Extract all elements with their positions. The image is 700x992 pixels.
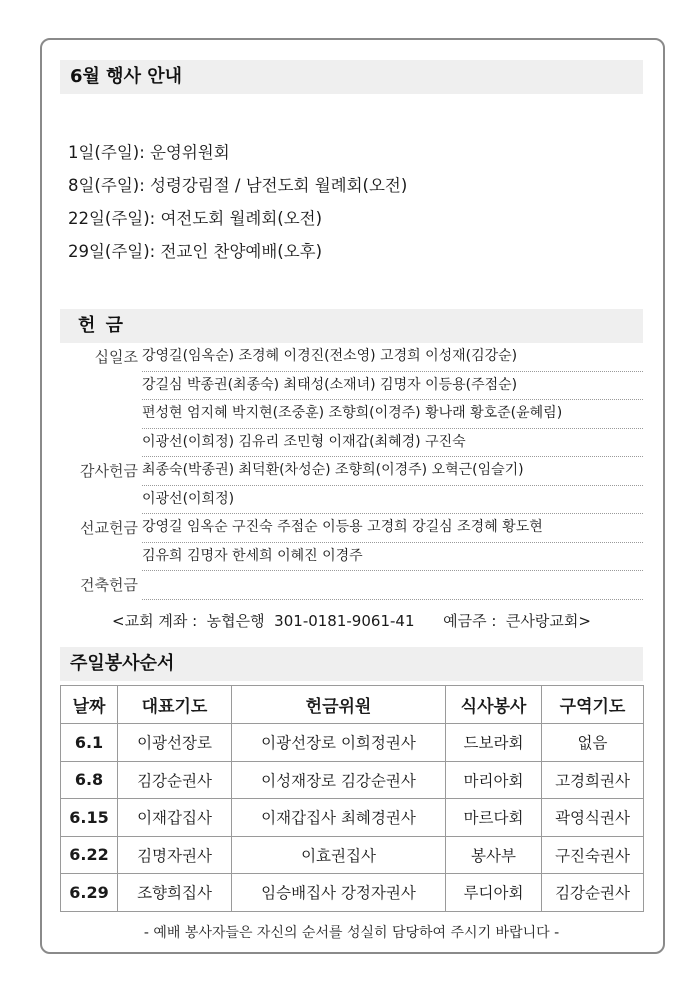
table-row xyxy=(61,799,644,837)
district-prayer-cell: 고경희권사 xyxy=(542,761,644,799)
lead-prayer-cell: 이재갑집사 xyxy=(118,799,232,837)
table-row xyxy=(61,836,644,874)
offering-list xyxy=(60,343,643,600)
church-account-info: <교회 계좌 : 농협은행 301-0181-9061-41 예금주 : 큰사랑교회> xyxy=(112,612,591,630)
offering-row xyxy=(60,400,643,429)
date-cell: 6.15 xyxy=(61,799,118,837)
offering-row xyxy=(60,457,643,486)
district-prayer-cell: 없음 xyxy=(542,724,644,762)
date-cell: 6.22 xyxy=(61,836,118,874)
offering-row xyxy=(60,429,643,458)
header-offering-committee: 헌금위원 xyxy=(232,686,446,724)
offering-committee-cell: 이성재장로 김강순권사 xyxy=(232,761,446,799)
events-list xyxy=(68,140,628,272)
offering-names: 강영길(임옥순) 조경혜 이경진(전소영) 고경희 이성재(김강순) xyxy=(142,343,643,372)
lead-prayer-cell: 이광선장로 xyxy=(118,724,232,762)
offering-row xyxy=(60,514,643,543)
meal-service-cell: 봉사부 xyxy=(446,836,542,874)
table-row xyxy=(61,761,644,799)
lead-prayer-cell: 김명자권사 xyxy=(118,836,232,874)
service-reminder-note: - 예배 봉사자들은 자신의 순서를 성실히 담당하여 주시기 바랍니다 - xyxy=(143,925,560,941)
event-item: 8일(주일): 성령강림절 / 남전도회 월례회(오전) xyxy=(68,176,408,195)
date-cell: 6.8 xyxy=(61,761,118,799)
offering-names: 이광선(이희정) xyxy=(142,486,643,515)
offering-names: 김유희 김명자 한세희 이혜진 이경주 xyxy=(142,543,643,572)
offering-committee-cell: 이재갑집사 최혜경권사 xyxy=(232,799,446,837)
offering-names: 강영길 임옥순 구진숙 주점순 이등용 고경희 강길심 조경혜 황도현 xyxy=(142,514,643,543)
service-schedule-table xyxy=(60,685,644,912)
table-header-row xyxy=(61,686,644,724)
district-prayer-cell: 구진숙권사 xyxy=(542,836,644,874)
schedule-section-title: 주일봉사순서 xyxy=(60,647,643,681)
event-item: 29일(주일): 전교인 찬양예배(오후) xyxy=(68,242,323,261)
date-cell: 6.29 xyxy=(61,874,118,912)
offering-row xyxy=(60,571,643,600)
header-meal-service: 식사봉사 xyxy=(446,686,542,724)
district-prayer-cell: 곽영식권사 xyxy=(542,799,644,837)
offering-names: 편성현 엄지혜 박지현(조중훈) 조향희(이경주) 황나래 황호준(윤혜림) xyxy=(142,400,643,429)
offering-names: 최종숙(박종권) 최덕환(차성순) 조향희(이경주) 오혁근(임슬기) xyxy=(142,457,643,486)
offering-row xyxy=(60,543,643,572)
lead-prayer-cell: 김강순권사 xyxy=(118,761,232,799)
offering-committee-cell: 이효권집사 xyxy=(232,836,446,874)
meal-service-cell: 마르다회 xyxy=(446,799,542,837)
lead-prayer-cell: 조향희집사 xyxy=(118,874,232,912)
meal-service-cell: 드보라회 xyxy=(446,724,542,762)
date-cell: 6.1 xyxy=(61,724,118,762)
event-item: 1일(주일): 운영위원회 xyxy=(68,143,230,162)
offering-category: 감사헌금 xyxy=(80,462,138,480)
offering-committee-cell: 이광선장로 이희정권사 xyxy=(232,724,446,762)
offering-names: 강길심 박종권(최종숙) 최태성(소재녀) 김명자 이등용(주점순) xyxy=(142,372,643,401)
header-district-prayer: 구역기도 xyxy=(542,686,644,724)
meal-service-cell: 루디아회 xyxy=(446,874,542,912)
event-item: 22일(주일): 여전도회 월례회(오전) xyxy=(68,209,323,228)
offering-row xyxy=(60,372,643,401)
offering-names: 이광선(이희정) 김유리 조민형 이재갑(최혜경) 구진숙 xyxy=(142,429,643,458)
offering-row xyxy=(60,486,643,515)
offering-row xyxy=(60,343,643,372)
offering-committee-cell: 임승배집사 강정자권사 xyxy=(232,874,446,912)
events-section-title: 6월 행사 안내 xyxy=(60,60,643,94)
meal-service-cell: 마리아회 xyxy=(446,761,542,799)
offering-category: 선교헌금 xyxy=(80,519,138,537)
offering-category: 건축헌금 xyxy=(80,576,138,594)
district-prayer-cell: 김강순권사 xyxy=(542,874,644,912)
table-row xyxy=(61,724,644,762)
offering-section-title: 헌 금 xyxy=(60,309,643,343)
table-row xyxy=(61,874,644,912)
offering-category: 십일조 xyxy=(94,348,138,366)
header-lead-prayer: 대표기도 xyxy=(118,686,232,724)
header-date: 날짜 xyxy=(61,686,118,724)
offering-names xyxy=(142,571,643,600)
